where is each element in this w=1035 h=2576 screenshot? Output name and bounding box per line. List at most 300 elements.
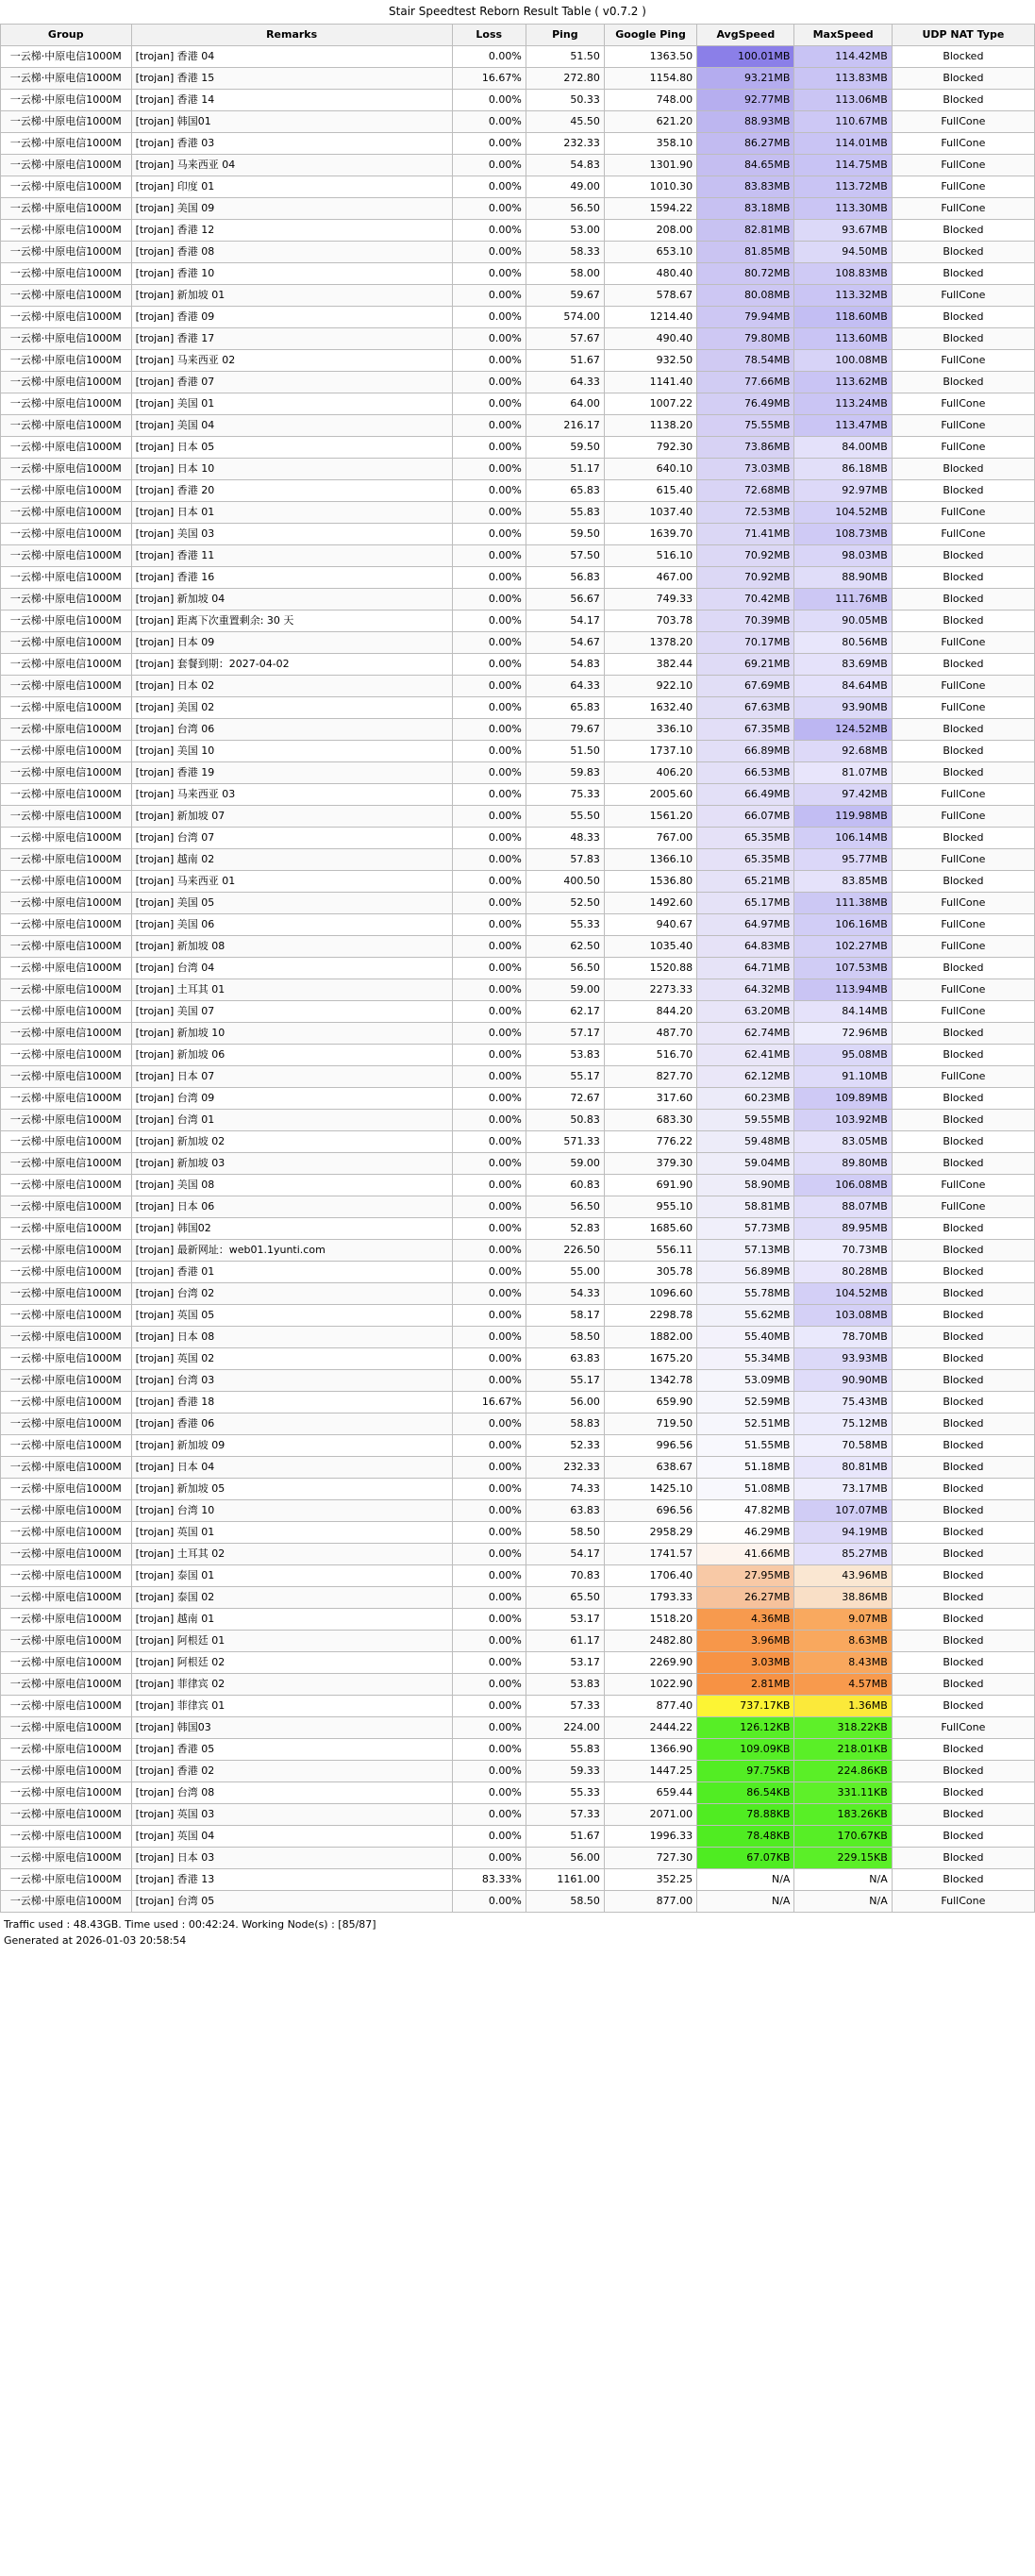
table-row: [1, 1023, 1035, 1045]
table-row: [1, 1717, 1035, 1739]
cell-remarks: [trojan] 香港 19: [131, 762, 452, 784]
cell-remarks: [trojan] 新加坡 01: [131, 285, 452, 307]
cell-udp-nat-type: Blocked: [892, 1826, 1034, 1848]
cell-google-ping: 317.60: [604, 1088, 696, 1110]
cell-avgspeed: 26.27MB: [697, 1587, 794, 1609]
cell-loss: 0.00%: [452, 1479, 526, 1500]
cell-udp-nat-type: Blocked: [892, 1305, 1034, 1327]
cell-remarks: [trojan] 美国 06: [131, 914, 452, 936]
table-row: [1, 1240, 1035, 1262]
cell-maxspeed: 89.95MB: [794, 1218, 892, 1240]
cell-google-ping: 1035.40: [604, 936, 696, 958]
cell-loss: 0.00%: [452, 741, 526, 762]
cell-maxspeed: 103.08MB: [794, 1305, 892, 1327]
cell-google-ping: 2273.33: [604, 979, 696, 1001]
cell-avgspeed: 62.41MB: [697, 1045, 794, 1066]
table-row: [1, 1652, 1035, 1674]
cell-avgspeed: 82.81MB: [697, 220, 794, 242]
table-row: [1, 68, 1035, 90]
table-row: [1, 893, 1035, 914]
cell-loss: 0.00%: [452, 1565, 526, 1587]
table-row: [1, 828, 1035, 849]
cell-udp-nat-type: FullCone: [892, 806, 1034, 828]
cell-ping: 79.67: [526, 719, 604, 741]
cell-ping: 58.50: [526, 1891, 604, 1913]
cell-loss: 0.00%: [452, 111, 526, 133]
cell-avgspeed: 58.81MB: [697, 1196, 794, 1218]
cell-remarks: [trojan] 新加坡 05: [131, 1479, 452, 1500]
cell-maxspeed: 113.60MB: [794, 328, 892, 350]
cell-ping: 51.17: [526, 459, 604, 480]
table-row: [1, 1348, 1035, 1370]
cell-google-ping: 659.90: [604, 1392, 696, 1413]
table-row: [1, 1848, 1035, 1869]
cell-udp-nat-type: Blocked: [892, 1869, 1034, 1891]
table-row: [1, 1522, 1035, 1544]
cell-loss: 0.00%: [452, 1001, 526, 1023]
cell-loss: 0.00%: [452, 350, 526, 372]
cell-group: 一云梯·中原电信1000M: [1, 545, 132, 567]
cell-udp-nat-type: Blocked: [892, 480, 1034, 502]
cell-group: 一云梯·中原电信1000M: [1, 1696, 132, 1717]
cell-remarks: [trojan] 美国 10: [131, 741, 452, 762]
cell-loss: 16.67%: [452, 68, 526, 90]
cell-udp-nat-type: FullCone: [892, 415, 1034, 437]
cell-remarks: [trojan] 香港 15: [131, 68, 452, 90]
cell-udp-nat-type: Blocked: [892, 1131, 1034, 1153]
cell-remarks: [trojan] 香港 09: [131, 307, 452, 328]
cell-group: 一云梯·中原电信1000M: [1, 1782, 132, 1804]
cell-remarks: [trojan] 印度 01: [131, 176, 452, 198]
cell-google-ping: 467.00: [604, 567, 696, 589]
cell-loss: 0.00%: [452, 198, 526, 220]
cell-google-ping: 2482.80: [604, 1631, 696, 1652]
cell-remarks: [trojan] 美国 04: [131, 415, 452, 437]
cell-maxspeed: 89.80MB: [794, 1153, 892, 1175]
cell-loss: 0.00%: [452, 1761, 526, 1782]
table-row: [1, 263, 1035, 285]
cell-udp-nat-type: FullCone: [892, 350, 1034, 372]
cell-remarks: [trojan] 日本 05: [131, 437, 452, 459]
cell-google-ping: 1594.22: [604, 198, 696, 220]
cell-ping: 60.83: [526, 1175, 604, 1196]
cell-group: 一云梯·中原电信1000M: [1, 459, 132, 480]
cell-loss: 0.00%: [452, 1045, 526, 1066]
cell-google-ping: 1214.40: [604, 307, 696, 328]
cell-udp-nat-type: FullCone: [892, 914, 1034, 936]
cell-group: 一云梯·中原电信1000M: [1, 68, 132, 90]
cell-udp-nat-type: Blocked: [892, 372, 1034, 393]
cell-avgspeed: 51.18MB: [697, 1457, 794, 1479]
cell-loss: 0.00%: [452, 871, 526, 893]
table-row: [1, 1110, 1035, 1131]
cell-loss: 0.00%: [452, 762, 526, 784]
cell-loss: 0.00%: [452, 285, 526, 307]
cell-maxspeed: 94.50MB: [794, 242, 892, 263]
traffic-summary: Traffic used : 48.43GB. Time used : 00:42:24. Working Node(s) : [85/87]: [4, 1918, 376, 1931]
cell-group: 一云梯·中原电信1000M: [1, 415, 132, 437]
cell-ping: 57.50: [526, 545, 604, 567]
cell-udp-nat-type: Blocked: [892, 1609, 1034, 1631]
cell-udp-nat-type: FullCone: [892, 524, 1034, 545]
cell-udp-nat-type: Blocked: [892, 263, 1034, 285]
cell-udp-nat-type: Blocked: [892, 1522, 1034, 1544]
table-row: [1, 350, 1035, 372]
cell-ping: 72.67: [526, 1088, 604, 1110]
cell-maxspeed: 95.77MB: [794, 849, 892, 871]
cell-loss: 0.00%: [452, 307, 526, 328]
cell-google-ping: 358.10: [604, 133, 696, 155]
cell-maxspeed: 113.83MB: [794, 68, 892, 90]
cell-google-ping: 1378.20: [604, 632, 696, 654]
cell-loss: 0.00%: [452, 979, 526, 1001]
table-row: [1, 1891, 1035, 1913]
cell-maxspeed: 91.10MB: [794, 1066, 892, 1088]
cell-group: 一云梯·中原电信1000M: [1, 1283, 132, 1305]
cell-ping: 58.00: [526, 263, 604, 285]
table-row: [1, 1196, 1035, 1218]
cell-avgspeed: 67.07KB: [697, 1848, 794, 1869]
cell-avgspeed: 737.17KB: [697, 1696, 794, 1717]
cell-remarks: [trojan] 香港 14: [131, 90, 452, 111]
cell-maxspeed: 113.32MB: [794, 285, 892, 307]
cell-remarks: [trojan] 日本 07: [131, 1066, 452, 1088]
cell-google-ping: 955.10: [604, 1196, 696, 1218]
cell-avgspeed: 86.54KB: [697, 1782, 794, 1804]
cell-remarks: [trojan] 马来西亚 04: [131, 155, 452, 176]
cell-loss: 0.00%: [452, 936, 526, 958]
cell-google-ping: 1342.78: [604, 1370, 696, 1392]
cell-maxspeed: 8.63MB: [794, 1631, 892, 1652]
cell-google-ping: 1741.57: [604, 1544, 696, 1565]
cell-avgspeed: 62.74MB: [697, 1023, 794, 1045]
cell-ping: 59.50: [526, 437, 604, 459]
table-row: [1, 1218, 1035, 1240]
cell-remarks: [trojan] 新加坡 02: [131, 1131, 452, 1153]
cell-group: 一云梯·中原电信1000M: [1, 155, 132, 176]
cell-udp-nat-type: Blocked: [892, 328, 1034, 350]
cell-udp-nat-type: Blocked: [892, 1348, 1034, 1370]
cell-loss: 0.00%: [452, 480, 526, 502]
cell-maxspeed: 331.11KB: [794, 1782, 892, 1804]
cell-maxspeed: 80.81MB: [794, 1457, 892, 1479]
cell-google-ping: 1706.40: [604, 1565, 696, 1587]
cell-loss: 0.00%: [452, 1609, 526, 1631]
cell-ping: 571.33: [526, 1131, 604, 1153]
cell-google-ping: 480.40: [604, 263, 696, 285]
cell-google-ping: 336.10: [604, 719, 696, 741]
cell-loss: 0.00%: [452, 1435, 526, 1457]
cell-loss: 0.00%: [452, 1240, 526, 1262]
cell-maxspeed: 83.69MB: [794, 654, 892, 676]
table-row: [1, 502, 1035, 524]
table-row: [1, 1565, 1035, 1587]
cell-loss: 0.00%: [452, 1305, 526, 1327]
cell-remarks: [trojan] 新加坡 10: [131, 1023, 452, 1045]
cell-remarks: [trojan] 美国 01: [131, 393, 452, 415]
cell-google-ping: 621.20: [604, 111, 696, 133]
cell-google-ping: 1010.30: [604, 176, 696, 198]
cell-avgspeed: 81.85MB: [697, 242, 794, 263]
cell-udp-nat-type: Blocked: [892, 762, 1034, 784]
cell-avgspeed: 55.34MB: [697, 1348, 794, 1370]
cell-avgspeed: 75.55MB: [697, 415, 794, 437]
cell-udp-nat-type: Blocked: [892, 1544, 1034, 1565]
cell-ping: 58.50: [526, 1327, 604, 1348]
cell-ping: 49.00: [526, 176, 604, 198]
cell-group: 一云梯·中原电信1000M: [1, 198, 132, 220]
column-header-ping: Ping: [526, 25, 604, 46]
cell-google-ping: 516.70: [604, 1045, 696, 1066]
cell-loss: 0.00%: [452, 1131, 526, 1153]
cell-google-ping: 719.50: [604, 1413, 696, 1435]
cell-maxspeed: 170.67KB: [794, 1826, 892, 1848]
cell-avgspeed: 57.73MB: [697, 1218, 794, 1240]
table-row: [1, 459, 1035, 480]
cell-remarks: [trojan] 日本 02: [131, 676, 452, 697]
cell-loss: 0.00%: [452, 46, 526, 68]
cell-google-ping: 1425.10: [604, 1479, 696, 1500]
cell-ping: 52.33: [526, 1435, 604, 1457]
cell-google-ping: 1141.40: [604, 372, 696, 393]
table-row: [1, 133, 1035, 155]
cell-udp-nat-type: Blocked: [892, 958, 1034, 979]
cell-avgspeed: 58.90MB: [697, 1175, 794, 1196]
cell-group: 一云梯·中原电信1000M: [1, 893, 132, 914]
table-row: [1, 1262, 1035, 1283]
table-row: [1, 1435, 1035, 1457]
cell-ping: 58.17: [526, 1305, 604, 1327]
cell-udp-nat-type: Blocked: [892, 545, 1034, 567]
cell-loss: 0.00%: [452, 1848, 526, 1869]
cell-ping: 400.50: [526, 871, 604, 893]
cell-avgspeed: 78.88KB: [697, 1804, 794, 1826]
cell-ping: 58.83: [526, 1413, 604, 1435]
cell-maxspeed: 108.73MB: [794, 524, 892, 545]
cell-maxspeed: 107.53MB: [794, 958, 892, 979]
cell-avgspeed: 79.94MB: [697, 307, 794, 328]
cell-udp-nat-type: FullCone: [892, 133, 1034, 155]
cell-ping: 48.33: [526, 828, 604, 849]
cell-loss: 0.00%: [452, 1283, 526, 1305]
cell-maxspeed: 108.83MB: [794, 263, 892, 285]
cell-loss: 0.00%: [452, 524, 526, 545]
cell-loss: 0.00%: [452, 567, 526, 589]
cell-group: 一云梯·中原电信1000M: [1, 1305, 132, 1327]
cell-group: 一云梯·中原电信1000M: [1, 1370, 132, 1392]
cell-maxspeed: 38.86MB: [794, 1587, 892, 1609]
cell-ping: 50.33: [526, 90, 604, 111]
cell-avgspeed: 65.35MB: [697, 828, 794, 849]
cell-maxspeed: 124.52MB: [794, 719, 892, 741]
cell-google-ping: 1675.20: [604, 1348, 696, 1370]
cell-avgspeed: 67.63MB: [697, 697, 794, 719]
cell-udp-nat-type: FullCone: [892, 979, 1034, 1001]
cell-ping: 57.67: [526, 328, 604, 350]
cell-udp-nat-type: Blocked: [892, 459, 1034, 480]
table-row: [1, 1609, 1035, 1631]
cell-google-ping: 659.44: [604, 1782, 696, 1804]
cell-google-ping: 877.00: [604, 1891, 696, 1913]
cell-maxspeed: 94.19MB: [794, 1522, 892, 1544]
cell-udp-nat-type: FullCone: [892, 393, 1034, 415]
cell-maxspeed: 106.14MB: [794, 828, 892, 849]
cell-maxspeed: 110.67MB: [794, 111, 892, 133]
table-row: [1, 1088, 1035, 1110]
table-row: [1, 654, 1035, 676]
cell-remarks: [trojan] 台湾 01: [131, 1110, 452, 1131]
cell-ping: 55.33: [526, 1782, 604, 1804]
cell-avgspeed: 93.21MB: [697, 68, 794, 90]
cell-google-ping: 490.40: [604, 328, 696, 350]
cell-udp-nat-type: FullCone: [892, 1066, 1034, 1088]
cell-group: 一云梯·中原电信1000M: [1, 567, 132, 589]
cell-group: 一云梯·中原电信1000M: [1, 1631, 132, 1652]
cell-ping: 65.50: [526, 1587, 604, 1609]
cell-maxspeed: 81.07MB: [794, 762, 892, 784]
cell-udp-nat-type: Blocked: [892, 1739, 1034, 1761]
cell-loss: 0.00%: [452, 155, 526, 176]
cell-remarks: [trojan] 马来西亚 03: [131, 784, 452, 806]
cell-maxspeed: 104.52MB: [794, 1283, 892, 1305]
cell-udp-nat-type: Blocked: [892, 1457, 1034, 1479]
cell-group: 一云梯·中原电信1000M: [1, 741, 132, 762]
table-row: [1, 1153, 1035, 1175]
cell-maxspeed: 114.42MB: [794, 46, 892, 68]
cell-group: 一云梯·中原电信1000M: [1, 654, 132, 676]
table-row: [1, 1305, 1035, 1327]
cell-avgspeed: 66.89MB: [697, 741, 794, 762]
cell-udp-nat-type: Blocked: [892, 90, 1034, 111]
cell-google-ping: 1492.60: [604, 893, 696, 914]
cell-google-ping: 827.70: [604, 1066, 696, 1088]
cell-udp-nat-type: Blocked: [892, 589, 1034, 611]
cell-avgspeed: 78.54MB: [697, 350, 794, 372]
cell-remarks: [trojan] 日本 10: [131, 459, 452, 480]
page-title: Stair Speedtest Reborn Result Table ( v0.7.2 ): [389, 5, 646, 18]
cell-loss: 0.00%: [452, 849, 526, 871]
cell-loss: 0.00%: [452, 1413, 526, 1435]
cell-maxspeed: 8.43MB: [794, 1652, 892, 1674]
cell-loss: 0.00%: [452, 654, 526, 676]
cell-loss: 0.00%: [452, 784, 526, 806]
cell-loss: 0.00%: [452, 1891, 526, 1913]
cell-udp-nat-type: FullCone: [892, 784, 1034, 806]
cell-ping: 56.50: [526, 1196, 604, 1218]
table-row: [1, 914, 1035, 936]
cell-loss: 0.00%: [452, 502, 526, 524]
table-row: [1, 1544, 1035, 1565]
cell-udp-nat-type: Blocked: [892, 46, 1034, 68]
table-row: [1, 1175, 1035, 1196]
cell-udp-nat-type: FullCone: [892, 155, 1034, 176]
cell-ping: 62.50: [526, 936, 604, 958]
table-row: [1, 1631, 1035, 1652]
cell-remarks: [trojan] 马来西亚 02: [131, 350, 452, 372]
cell-maxspeed: 88.90MB: [794, 567, 892, 589]
cell-udp-nat-type: Blocked: [892, 1674, 1034, 1696]
cell-udp-nat-type: FullCone: [892, 936, 1034, 958]
cell-udp-nat-type: FullCone: [892, 502, 1034, 524]
cell-maxspeed: 119.98MB: [794, 806, 892, 828]
cell-google-ping: 1518.20: [604, 1609, 696, 1631]
cell-maxspeed: 218.01KB: [794, 1739, 892, 1761]
cell-loss: 0.00%: [452, 1587, 526, 1609]
cell-udp-nat-type: Blocked: [892, 741, 1034, 762]
cell-udp-nat-type: Blocked: [892, 719, 1034, 741]
cell-udp-nat-type: Blocked: [892, 1587, 1034, 1609]
cell-maxspeed: 1.36MB: [794, 1696, 892, 1717]
cell-maxspeed: 229.15KB: [794, 1848, 892, 1869]
column-header-loss: Loss: [452, 25, 526, 46]
cell-group: 一云梯·中原电信1000M: [1, 133, 132, 155]
cell-udp-nat-type: Blocked: [892, 1500, 1034, 1522]
table-row: [1, 90, 1035, 111]
cell-group: 一云梯·中原电信1000M: [1, 328, 132, 350]
cell-maxspeed: 113.47MB: [794, 415, 892, 437]
cell-loss: 0.00%: [452, 719, 526, 741]
cell-avgspeed: 73.86MB: [697, 437, 794, 459]
cell-ping: 62.17: [526, 1001, 604, 1023]
cell-udp-nat-type: Blocked: [892, 1218, 1034, 1240]
cell-remarks: [trojan] 台湾 05: [131, 1891, 452, 1913]
cell-loss: 0.00%: [452, 1652, 526, 1674]
cell-remarks: [trojan] 美国 08: [131, 1175, 452, 1196]
cell-group: 一云梯·中原电信1000M: [1, 220, 132, 242]
cell-udp-nat-type: FullCone: [892, 285, 1034, 307]
cell-avgspeed: 65.17MB: [697, 893, 794, 914]
cell-loss: 0.00%: [452, 220, 526, 242]
column-header-avgspeed: AvgSpeed: [697, 25, 794, 46]
table-row: [1, 1826, 1035, 1848]
cell-avgspeed: 52.51MB: [697, 1413, 794, 1435]
cell-ping: 226.50: [526, 1240, 604, 1262]
table-row: [1, 1869, 1035, 1891]
cell-avgspeed: 59.55MB: [697, 1110, 794, 1131]
cell-remarks: [trojan] 土耳其 01: [131, 979, 452, 1001]
cell-avgspeed: 92.77MB: [697, 90, 794, 111]
cell-google-ping: 749.33: [604, 589, 696, 611]
cell-remarks: [trojan] 新加坡 03: [131, 1153, 452, 1175]
cell-google-ping: 516.10: [604, 545, 696, 567]
column-header-maxspeed: MaxSpeed: [794, 25, 892, 46]
cell-ping: 57.17: [526, 1023, 604, 1045]
cell-google-ping: 748.00: [604, 90, 696, 111]
cell-ping: 58.50: [526, 1522, 604, 1544]
table-row: [1, 741, 1035, 762]
cell-ping: 64.00: [526, 393, 604, 415]
cell-avgspeed: N/A: [697, 1869, 794, 1891]
cell-avgspeed: 65.35MB: [697, 849, 794, 871]
cell-ping: 53.83: [526, 1674, 604, 1696]
cell-maxspeed: 90.05MB: [794, 611, 892, 632]
cell-ping: 52.50: [526, 893, 604, 914]
cell-avgspeed: 66.53MB: [697, 762, 794, 784]
cell-avgspeed: 97.75KB: [697, 1761, 794, 1782]
cell-maxspeed: 83.85MB: [794, 871, 892, 893]
cell-avgspeed: 70.39MB: [697, 611, 794, 632]
cell-ping: 55.00: [526, 1262, 604, 1283]
cell-remarks: [trojan] 泰国 02: [131, 1587, 452, 1609]
cell-avgspeed: 64.97MB: [697, 914, 794, 936]
cell-udp-nat-type: FullCone: [892, 1196, 1034, 1218]
table-row: [1, 1001, 1035, 1023]
cell-group: 一云梯·中原电信1000M: [1, 437, 132, 459]
cell-maxspeed: 113.62MB: [794, 372, 892, 393]
cell-avgspeed: 73.03MB: [697, 459, 794, 480]
cell-remarks: [trojan] 香港 01: [131, 1262, 452, 1283]
table-row: [1, 784, 1035, 806]
